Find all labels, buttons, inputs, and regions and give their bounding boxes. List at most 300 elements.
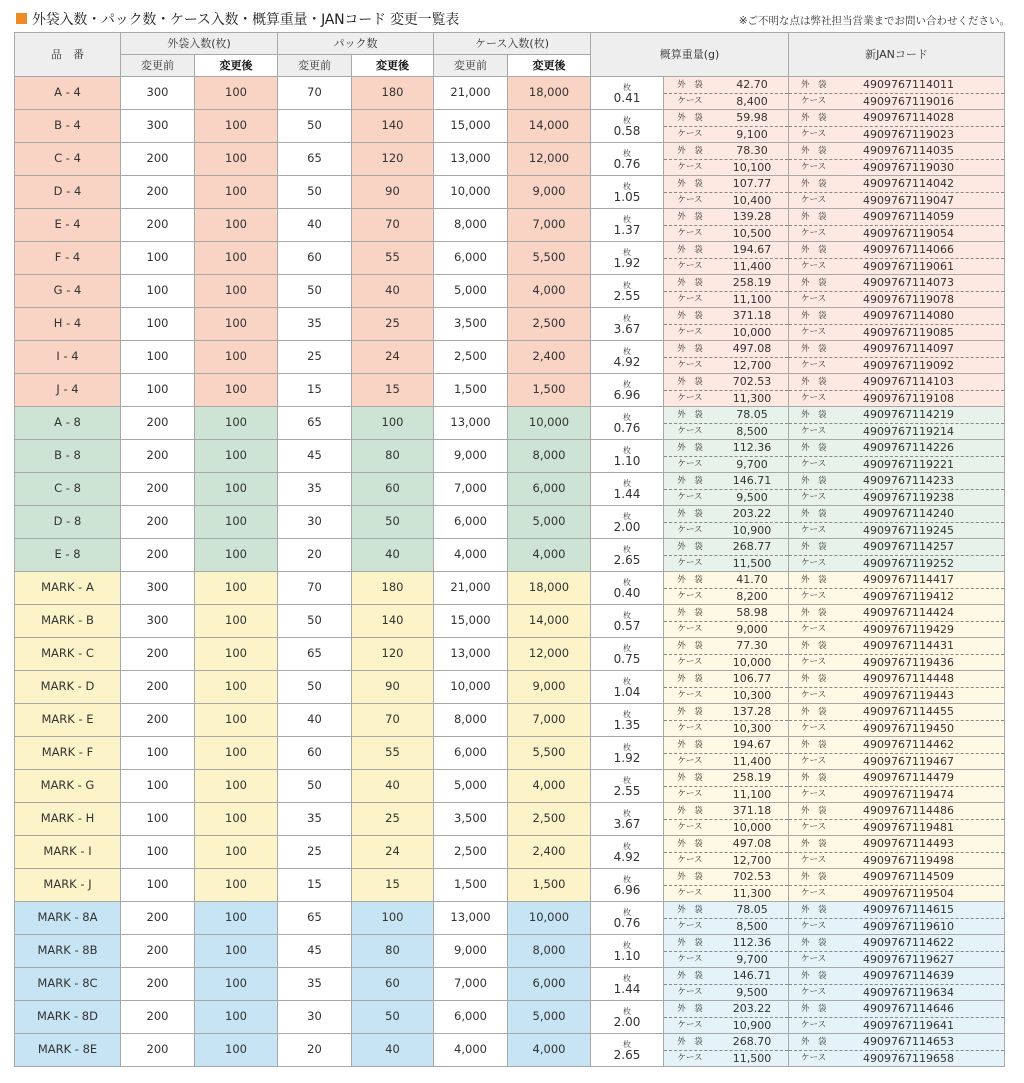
case-jan: 4909767119627 — [863, 952, 954, 966]
weight-cell — [591, 176, 789, 209]
outer-jan: 4909767114639 — [863, 969, 954, 983]
outer-label: 外 袋 — [801, 673, 827, 684]
product-code: MARK - I — [15, 836, 121, 869]
pack-before: 25 — [278, 341, 352, 374]
jan-cell — [789, 671, 1005, 704]
outer-bag-before: 100 — [121, 374, 195, 407]
pack-after: 80 — [352, 440, 434, 473]
case-label: ケース — [677, 228, 703, 238]
case-jan-line — [789, 886, 1004, 902]
per-sheet-weight — [591, 709, 663, 731]
case-jan-line — [789, 589, 1004, 605]
table-row — [15, 77, 1005, 110]
case-jan-line — [789, 919, 1004, 935]
outer-jan-line — [789, 770, 1004, 787]
per-sheet-value: 2.55 — [613, 784, 641, 798]
case-weight-line — [664, 391, 788, 407]
weight-cell — [591, 671, 789, 704]
per-sheet-weight — [591, 148, 663, 170]
jan-cell — [789, 968, 1005, 1001]
table-row — [15, 1001, 1005, 1034]
per-sheet-label: 枚 — [623, 611, 632, 620]
outer-bag-after: 100 — [195, 407, 278, 440]
table-row — [15, 275, 1005, 308]
per-sheet-weight — [591, 280, 663, 302]
case-label: ケース — [801, 162, 827, 172]
case-jan: 4909767119016 — [863, 94, 954, 108]
per-sheet-value: 0.76 — [613, 916, 641, 930]
case-label: ケース — [677, 822, 703, 832]
outer-jan: 4909767114097 — [863, 342, 954, 356]
case-before: 10,000 — [434, 671, 508, 704]
case-after: 6,000 — [508, 473, 591, 506]
jan-cell — [789, 176, 1005, 209]
outer-bag-before: 200 — [121, 1001, 195, 1034]
per-sheet-value: 3.67 — [613, 322, 641, 336]
outer-weight: 112.36 — [732, 936, 772, 950]
col-case-after: 変更後 — [508, 55, 591, 77]
outer-jan-line — [789, 143, 1004, 160]
outer-jan-line — [789, 440, 1004, 457]
table-row — [15, 671, 1005, 704]
case-after: 10,000 — [508, 407, 591, 440]
table-row — [15, 704, 1005, 737]
case-weight: 9,100 — [736, 127, 768, 141]
outer-label: 外 袋 — [801, 145, 827, 156]
outer-bag-after: 100 — [195, 869, 278, 902]
pack-before: 15 — [278, 869, 352, 902]
outer-bag-after: 100 — [195, 572, 278, 605]
case-jan: 4909767119467 — [863, 754, 954, 768]
outer-bag-after: 100 — [195, 242, 278, 275]
per-sheet-weight — [591, 115, 663, 137]
outer-jan-line — [789, 506, 1004, 523]
pack-after: 50 — [352, 1001, 434, 1034]
case-jan: 4909767119436 — [863, 655, 954, 669]
outer-label: 外 袋 — [801, 211, 827, 222]
per-sheet-weight — [591, 247, 663, 269]
outer-jan-line — [789, 572, 1004, 589]
outer-jan-line — [789, 605, 1004, 622]
case-weight-line — [664, 358, 788, 374]
outer-jan-line — [789, 671, 1004, 688]
weight-cell — [591, 638, 789, 671]
outer-label: 外 袋 — [801, 640, 827, 651]
col-outer-before: 変更前 — [121, 55, 195, 77]
weight-cell — [591, 242, 789, 275]
case-jan: 4909767119078 — [863, 292, 954, 306]
outer-weight: 702.53 — [732, 870, 772, 884]
outer-label: 外 袋 — [801, 79, 827, 90]
outer-jan-line — [789, 242, 1004, 259]
per-sheet-label: 枚 — [623, 479, 632, 488]
table-row — [15, 143, 1005, 176]
per-sheet-weight — [591, 775, 663, 797]
case-before: 5,000 — [434, 275, 508, 308]
case-label: ケース — [677, 855, 703, 865]
weight-cell — [591, 869, 789, 902]
table-row — [15, 374, 1005, 407]
outer-weight-line — [664, 902, 788, 919]
case-label: ケース — [677, 1020, 703, 1030]
case-before: 13,000 — [434, 638, 508, 671]
case-before: 3,500 — [434, 803, 508, 836]
case-jan: 4909767119030 — [863, 160, 954, 174]
product-code: MARK - 8C — [15, 968, 121, 1001]
case-label: ケース — [801, 426, 827, 436]
pack-after: 120 — [352, 143, 434, 176]
case-before: 4,000 — [434, 1034, 508, 1067]
outer-bag-after: 100 — [195, 935, 278, 968]
bag-case-weights — [663, 506, 788, 538]
case-label: ケース — [801, 657, 827, 667]
case-label: ケース — [677, 459, 703, 469]
case-label: ケース — [677, 1053, 703, 1063]
col-jan: 新JANコード — [789, 33, 1005, 77]
outer-weight: 78.30 — [736, 144, 768, 158]
jan-cell — [789, 737, 1005, 770]
outer-weight: 137.28 — [732, 705, 772, 719]
per-sheet-value: 2.55 — [613, 289, 641, 303]
product-code: E - 8 — [15, 539, 121, 572]
bag-case-weights — [663, 308, 788, 340]
table-row — [15, 209, 1005, 242]
outer-jan-line — [789, 803, 1004, 820]
case-label: ケース — [677, 492, 703, 502]
case-weight-line — [664, 292, 788, 308]
per-sheet-value: 2.65 — [613, 1048, 641, 1062]
jan-cell — [789, 572, 1005, 605]
per-sheet-value: 2.65 — [613, 553, 641, 567]
outer-jan: 4909767114493 — [863, 837, 954, 851]
case-weight: 8,500 — [736, 919, 768, 933]
pack-before: 65 — [278, 638, 352, 671]
case-label: ケース — [801, 591, 827, 601]
per-sheet-weight — [591, 808, 663, 830]
product-code: MARK - B — [15, 605, 121, 638]
bag-case-weights — [663, 440, 788, 472]
case-jan-line — [789, 259, 1004, 275]
case-label: ケース — [677, 723, 703, 733]
outer-bag-after: 100 — [195, 143, 278, 176]
case-before: 6,000 — [434, 242, 508, 275]
case-before: 21,000 — [434, 572, 508, 605]
per-sheet-weight — [591, 346, 663, 368]
per-sheet-weight — [591, 874, 663, 896]
bag-case-weights — [663, 110, 788, 142]
product-code: J - 4 — [15, 374, 121, 407]
outer-label: 外 袋 — [801, 970, 827, 981]
case-weight-line — [664, 424, 788, 440]
outer-jan: 4909767114257 — [863, 540, 954, 554]
case-after: 7,000 — [508, 209, 591, 242]
case-jan-line — [789, 1051, 1004, 1067]
jan-cell — [789, 374, 1005, 407]
case-before: 15,000 — [434, 110, 508, 143]
case-label: ケース — [677, 96, 703, 106]
outer-jan-line — [789, 407, 1004, 424]
outer-jan: 4909767114622 — [863, 936, 954, 950]
weight-cell — [591, 539, 789, 572]
outer-jan-line — [789, 374, 1004, 391]
case-label: ケース — [801, 525, 827, 535]
outer-bag-after: 100 — [195, 539, 278, 572]
case-label: ケース — [677, 261, 703, 271]
outer-label: 外 袋 — [801, 343, 827, 354]
case-weight-line — [664, 655, 788, 671]
outer-label: 外 袋 — [677, 772, 703, 783]
outer-bag-before: 200 — [121, 143, 195, 176]
product-code: B - 8 — [15, 440, 121, 473]
outer-label: 外 袋 — [677, 244, 703, 255]
case-label: ケース — [677, 888, 703, 898]
product-code: MARK - 8D — [15, 1001, 121, 1034]
case-jan-line — [789, 985, 1004, 1001]
outer-weight-line — [664, 968, 788, 985]
case-weight: 11,300 — [732, 886, 772, 900]
outer-jan-line — [789, 935, 1004, 952]
case-weight: 9,500 — [736, 985, 768, 999]
jan-cell — [789, 803, 1005, 836]
jan-cell — [789, 869, 1005, 902]
jan-cell — [789, 275, 1005, 308]
outer-bag-before: 100 — [121, 836, 195, 869]
per-sheet-label: 枚 — [623, 281, 632, 290]
outer-weight: 146.71 — [732, 969, 772, 983]
outer-bag-before: 300 — [121, 605, 195, 638]
pack-before: 70 — [278, 572, 352, 605]
pack-before: 35 — [278, 473, 352, 506]
case-jan-line — [789, 523, 1004, 539]
weight-cell — [591, 374, 789, 407]
case-jan: 4909767119641 — [863, 1018, 954, 1032]
product-code: MARK - E — [15, 704, 121, 737]
case-weight: 10,900 — [732, 523, 772, 537]
product-code: MARK - D — [15, 671, 121, 704]
case-weight: 10,900 — [732, 1018, 772, 1032]
outer-jan: 4909767114653 — [863, 1035, 954, 1049]
per-sheet-label: 枚 — [623, 347, 632, 356]
table-row — [15, 440, 1005, 473]
case-weight-line — [664, 1018, 788, 1034]
outer-jan-line — [789, 737, 1004, 754]
weight-cell — [591, 440, 789, 473]
table-row — [15, 308, 1005, 341]
outer-jan: 4909767114073 — [863, 276, 954, 290]
jan-cell — [789, 143, 1005, 176]
outer-weight-line — [664, 473, 788, 490]
outer-weight-line — [664, 1001, 788, 1018]
per-sheet-label: 枚 — [623, 578, 632, 587]
pack-after: 50 — [352, 506, 434, 539]
outer-weight: 107.77 — [732, 177, 772, 191]
case-weight-line — [664, 226, 788, 242]
case-jan-line — [789, 853, 1004, 869]
case-label: ケース — [677, 558, 703, 568]
per-sheet-label: 枚 — [623, 215, 632, 224]
jan-cell — [789, 1001, 1005, 1034]
table-row — [15, 473, 1005, 506]
col-pack-before: 変更前 — [278, 55, 352, 77]
case-after: 2,500 — [508, 308, 591, 341]
jan-cell — [789, 935, 1005, 968]
pack-before: 40 — [278, 209, 352, 242]
case-jan: 4909767119238 — [863, 490, 954, 504]
case-after: 4,000 — [508, 1034, 591, 1067]
outer-label: 外 袋 — [677, 1003, 703, 1014]
case-weight: 9,700 — [736, 952, 768, 966]
per-sheet-label: 枚 — [623, 941, 632, 950]
outer-jan-line — [789, 869, 1004, 886]
product-code: MARK - C — [15, 638, 121, 671]
case-weight: 10,500 — [732, 226, 772, 240]
outer-weight: 58.98 — [736, 606, 768, 620]
outer-bag-before: 100 — [121, 803, 195, 836]
outer-jan-line — [789, 1001, 1004, 1018]
case-after: 4,000 — [508, 275, 591, 308]
bag-case-weights — [663, 176, 788, 208]
outer-bag-before: 200 — [121, 440, 195, 473]
outer-jan-line — [789, 341, 1004, 358]
table-row — [15, 506, 1005, 539]
outer-jan: 4909767114646 — [863, 1002, 954, 1016]
per-sheet-value: 1.37 — [613, 223, 641, 237]
case-jan: 4909767119429 — [863, 622, 954, 636]
outer-weight: 258.19 — [732, 771, 772, 785]
weight-cell — [591, 110, 789, 143]
product-code: A - 8 — [15, 407, 121, 440]
case-label: ケース — [801, 228, 827, 238]
outer-jan: 4909767114233 — [863, 474, 954, 488]
pack-after: 80 — [352, 935, 434, 968]
jan-cell — [789, 902, 1005, 935]
case-label: ケース — [801, 393, 827, 403]
case-jan: 4909767119658 — [863, 1051, 954, 1065]
outer-label: 外 袋 — [801, 706, 827, 717]
case-label: ケース — [677, 591, 703, 601]
outer-bag-before: 200 — [121, 176, 195, 209]
outer-label: 外 袋 — [801, 871, 827, 882]
outer-bag-after: 100 — [195, 1034, 278, 1067]
outer-jan-line — [789, 473, 1004, 490]
case-after: 8,000 — [508, 440, 591, 473]
case-label: ケース — [801, 558, 827, 568]
case-label: ケース — [677, 756, 703, 766]
case-after: 2,400 — [508, 341, 591, 374]
per-sheet-weight — [591, 676, 663, 698]
product-code: MARK - H — [15, 803, 121, 836]
case-after: 1,500 — [508, 374, 591, 407]
outer-bag-before: 200 — [121, 935, 195, 968]
outer-bag-after: 100 — [195, 473, 278, 506]
per-sheet-value: 0.57 — [613, 619, 641, 633]
outer-bag-before: 100 — [121, 308, 195, 341]
case-label: ケース — [801, 360, 827, 370]
bag-case-weights — [663, 935, 788, 967]
per-sheet-weight — [591, 1006, 663, 1028]
outer-bag-after: 100 — [195, 605, 278, 638]
outer-bag-after: 100 — [195, 671, 278, 704]
weight-cell — [591, 605, 789, 638]
outer-bag-before: 300 — [121, 77, 195, 110]
per-sheet-value: 0.76 — [613, 421, 641, 435]
bag-case-weights — [663, 539, 788, 571]
table-row — [15, 176, 1005, 209]
outer-label: 外 袋 — [801, 508, 827, 519]
bag-case-weights — [663, 902, 788, 934]
bag-case-weights — [663, 836, 788, 868]
weight-cell — [591, 77, 789, 110]
case-weight: 10,400 — [732, 193, 772, 207]
table-row — [15, 539, 1005, 572]
outer-jan-line — [789, 638, 1004, 655]
weight-cell — [591, 1001, 789, 1034]
pack-before: 35 — [278, 968, 352, 1001]
case-jan: 4909767119214 — [863, 424, 954, 438]
per-sheet-label: 枚 — [623, 83, 632, 92]
per-sheet-weight — [591, 445, 663, 467]
outer-bag-before: 100 — [121, 242, 195, 275]
outer-weight-line — [664, 440, 788, 457]
per-sheet-label: 枚 — [623, 248, 632, 257]
outer-bag-after: 100 — [195, 770, 278, 803]
case-jan-line — [789, 226, 1004, 242]
jan-cell — [789, 506, 1005, 539]
product-code: C - 8 — [15, 473, 121, 506]
outer-weight: 78.05 — [736, 903, 768, 917]
case-label: ケース — [801, 756, 827, 766]
case-after: 18,000 — [508, 572, 591, 605]
outer-jan-line — [789, 836, 1004, 853]
case-before: 7,000 — [434, 473, 508, 506]
case-after: 9,000 — [508, 176, 591, 209]
per-sheet-label: 枚 — [623, 974, 632, 983]
outer-label: 外 袋 — [677, 673, 703, 684]
outer-label: 外 袋 — [801, 838, 827, 849]
case-jan-line — [789, 457, 1004, 473]
weight-cell — [591, 836, 789, 869]
outer-bag-before: 200 — [121, 704, 195, 737]
per-sheet-weight — [591, 577, 663, 599]
change-list-table — [14, 32, 1005, 1067]
pack-after: 100 — [352, 902, 434, 935]
outer-bag-before: 200 — [121, 1034, 195, 1067]
case-label: ケース — [677, 789, 703, 799]
case-weight: 11,400 — [732, 259, 772, 273]
per-sheet-weight — [591, 181, 663, 203]
outer-bag-after: 100 — [195, 1001, 278, 1034]
pack-after: 25 — [352, 308, 434, 341]
pack-after: 70 — [352, 704, 434, 737]
pack-after: 24 — [352, 341, 434, 374]
outer-bag-after: 100 — [195, 176, 278, 209]
product-code: MARK - G — [15, 770, 121, 803]
case-jan: 4909767119610 — [863, 919, 954, 933]
outer-weight: 194.67 — [732, 738, 772, 752]
case-after: 2,500 — [508, 803, 591, 836]
case-label: ケース — [801, 855, 827, 865]
pack-after: 90 — [352, 671, 434, 704]
case-weight: 8,400 — [736, 94, 768, 108]
weight-cell — [591, 737, 789, 770]
col-outer-bag: 外袋入数(枚) — [121, 33, 278, 55]
outer-label: 外 袋 — [801, 574, 827, 585]
bag-case-weights — [663, 473, 788, 505]
col-pack: パック数 — [278, 33, 434, 55]
outer-label: 外 袋 — [677, 409, 703, 420]
case-label: ケース — [677, 624, 703, 634]
bag-case-weights — [663, 209, 788, 241]
